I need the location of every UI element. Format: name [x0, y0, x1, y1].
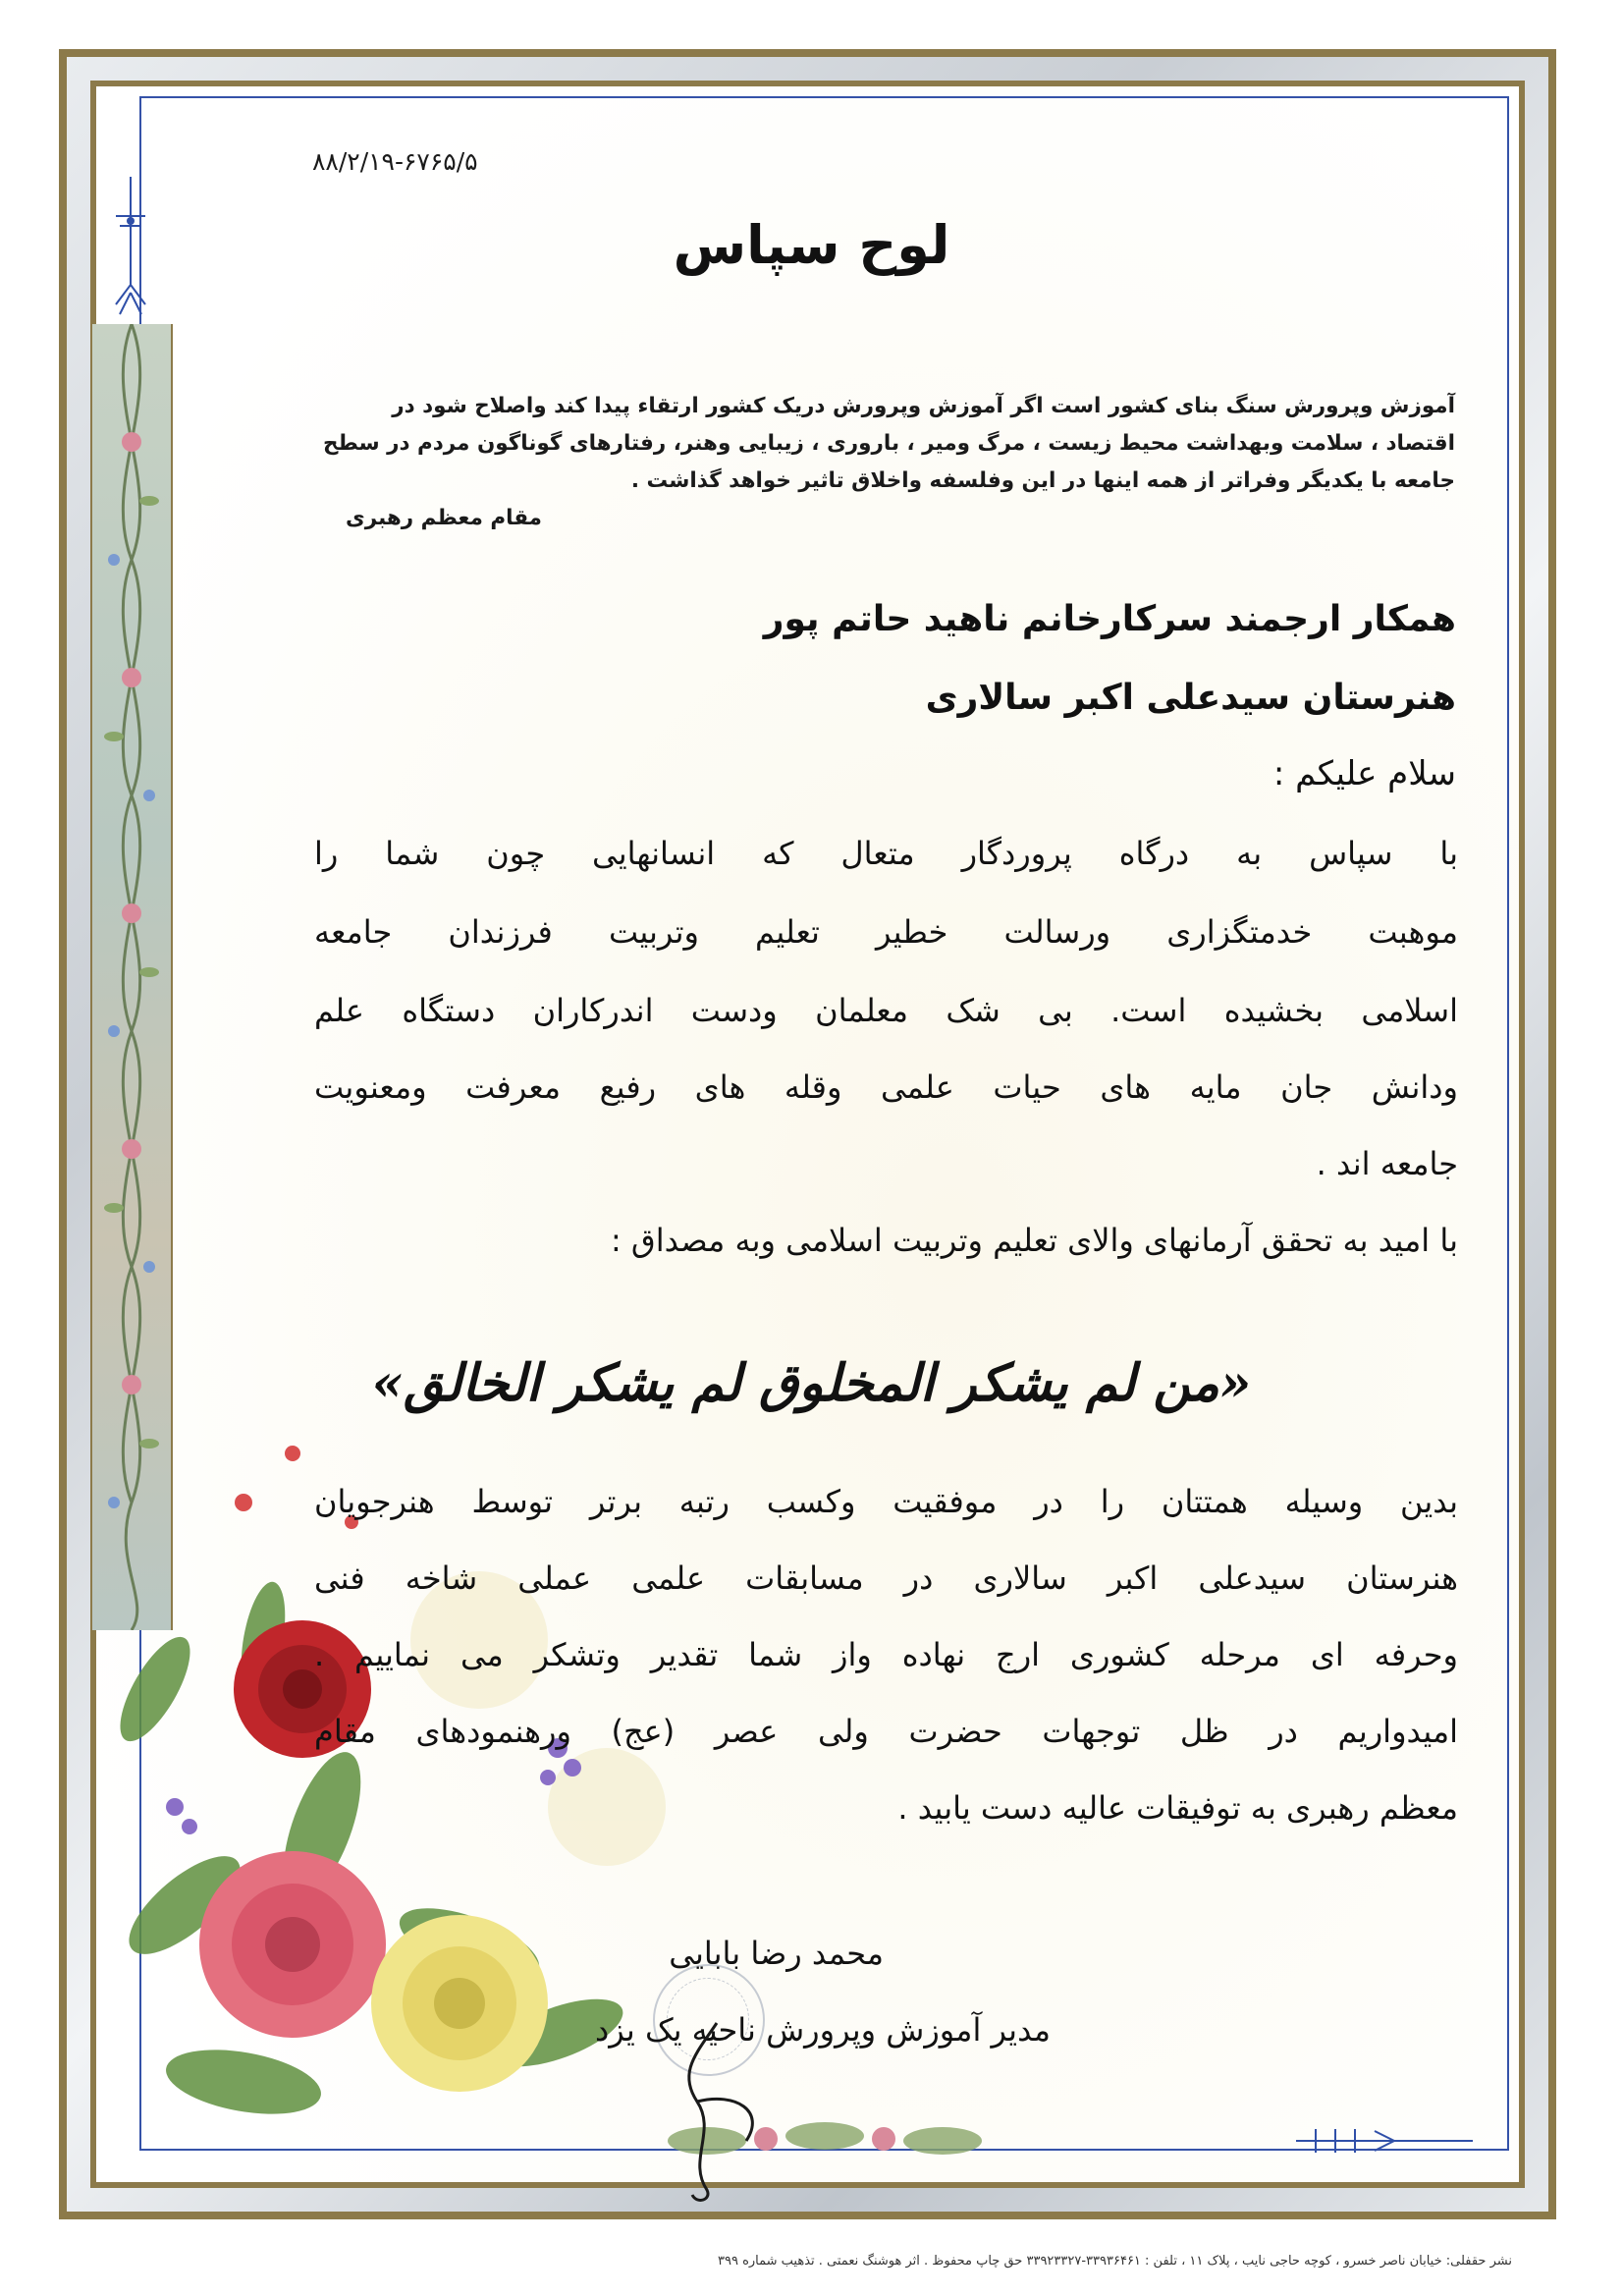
paragraph2-line: هنرستان سیدعلی اکبر سالاری در مسابقات علمی عملی شاخه فنی: [314, 1559, 1458, 1597]
blue-rule-top: [139, 96, 1509, 98]
quote-source: مقام معظم رهبری: [346, 506, 542, 530]
quote-line: آموزش وپرورش سنگ بنای کشور است اگر آموزش وپرورش دریک کشور ارتقاء پیدا کند واصلاح شود در: [392, 394, 1455, 418]
handwritten-signature-icon: [638, 2013, 795, 2214]
recipient-name: همکار ارجمند سرکارخانم ناهید حاتم پور: [763, 599, 1456, 639]
recipient-school: هنرستان سیدعلی اکبر سالاری: [925, 678, 1456, 718]
arabic-quote: «من لم یشکر المخلوق لم یشکر الخالق»: [371, 1353, 1252, 1413]
paragraph1-line: با سپاس به درگاه پروردگار متعال که انسانهایی چون شما را: [314, 835, 1458, 872]
paragraph2-line: معظم رهبری به توفیقات عالیه دست یابید .: [897, 1789, 1458, 1827]
paragraph2-line: وحرفه ای مرحله کشوری ارج نهاده واز شما تقدیر وتشکر می نماییم .: [314, 1636, 1458, 1673]
leader-quote: [316, 388, 1455, 530]
signatory-name: محمد رضا بابایی: [669, 1935, 884, 1972]
paragraph1-line: اسلامی بخشیده است. بی شک معلمان ودست اندرکاران دستگاه علم: [314, 992, 1458, 1029]
blue-rule-right: [1507, 96, 1509, 2151]
signatory-title: مدیر آموزش وپرورش ناحیه یک یزد: [594, 2011, 1051, 2049]
hope-line: با امید به تحقق آرمانهای والای تعلیم وتربیت اسلامی وبه مصداق :: [610, 1222, 1458, 1259]
printer-note: نشر حقفلی: خیابان ناصر خسرو ، کوچه حاجی نایب ، پلاک ۱۱ ، تلفن : ۳۳۹۳۶۴۶۱-۳۳۹۲۳۳۲۷ حق چاپ محفوظ . اثر هوشنگ نعمتی . تذهیب شماره ۳۹۹: [717, 2254, 1512, 2269]
greeting: سلام علیکم :: [1272, 754, 1456, 793]
paragraph1-line: موهبت خدمتگزاری ورسالت خطیر تعلیم وتربیت فرزندان جامعه: [314, 913, 1458, 951]
paragraph1-line: جامعه اند .: [1316, 1145, 1458, 1182]
reference-number: ۸۸/۲/۱۹-۶۷۶۵/۵: [312, 147, 478, 176]
paragraph2-line: امیدواریم در ظل توجهات حضرت ولی عصر (عج) ورهنمودهای مقام: [314, 1713, 1458, 1750]
paragraph2-line: بدین وسیله همتتان را در موفقیت وکسب رتبه برتر توسط هنرجویان: [314, 1483, 1458, 1520]
paragraph1-line: ودانش جان مایه های حیات علمی وقله های رفیع معرفت ومعنویت: [314, 1068, 1458, 1106]
quote-line: اقتصاد ، سلامت وبهداشت محیط زیست ، مرگ ومیر ، باروری ، زیبایی وهنر، رفتارهای گوناگون مردم در سطح: [323, 431, 1455, 456]
quote-line: جامعه با یکدیگر وفراتر از همه اینها در این وفلسفه واخلاق تاثیر خواهد گذاشت .: [630, 468, 1455, 493]
page-title: لوح سپاس: [673, 214, 950, 276]
